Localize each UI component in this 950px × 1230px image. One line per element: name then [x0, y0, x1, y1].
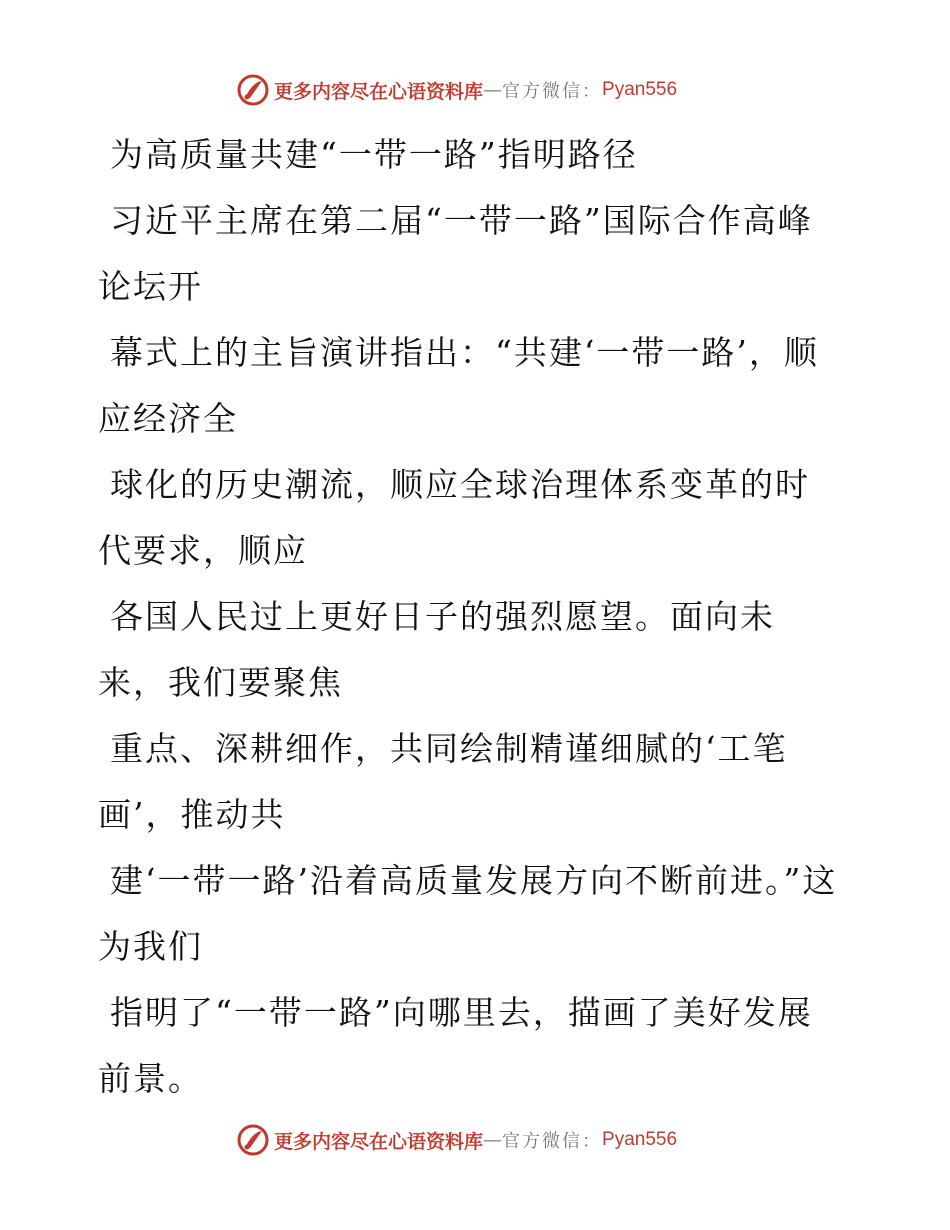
document-paragraph: 指明了“一带一路”向哪里去，描画了美好发展前景。 [98, 993, 813, 1098]
document-paragraph: 幕式上的主旨演讲指出：“共建‘一带一路’，顺应经济全 [98, 333, 819, 438]
footer-banner-wechat-id: Pyan556 [602, 1129, 678, 1150]
header-banner-dash: — [483, 79, 503, 101]
document-paragraph: 重点、深耕细作，共同绘制精谨细腻的‘工笔画’，推动共 [98, 729, 788, 834]
document-title-line: 为高质量共建“一带一路”指明路径 [110, 135, 638, 174]
document-paragraph: 各国人民过上更好日子的强烈愿望。面向未来，我们要聚焦 [98, 597, 775, 702]
document-paragraph: 建‘一带一路’沿着高质量发展方向不断前进。”这为我们 [98, 861, 838, 966]
footer-banner [236, 1122, 677, 1158]
header-banner-label: 官方微信： [502, 81, 603, 102]
header-banner-wechat-id: Pyan556 [602, 79, 678, 100]
ink-brush-logo-icon [236, 73, 270, 107]
document-paragraph: 习近平主席在第二届“一带一路”国际合作高峰论坛开 [98, 201, 813, 306]
ink-brush-logo-icon [236, 1123, 270, 1157]
footer-banner-dash: — [483, 1129, 503, 1151]
footer-banner-label: 官方微信： [502, 1131, 603, 1152]
document-body [98, 122, 838, 1112]
header-banner-text: 更多内容尽在心语资料库 [274, 80, 484, 103]
footer-banner-text: 更多内容尽在心语资料库 [274, 1130, 484, 1153]
header-banner [236, 72, 677, 108]
document-paragraph: 球化的历史潮流，顺应全球治理体系变革的时代要求，顺应 [98, 465, 810, 570]
